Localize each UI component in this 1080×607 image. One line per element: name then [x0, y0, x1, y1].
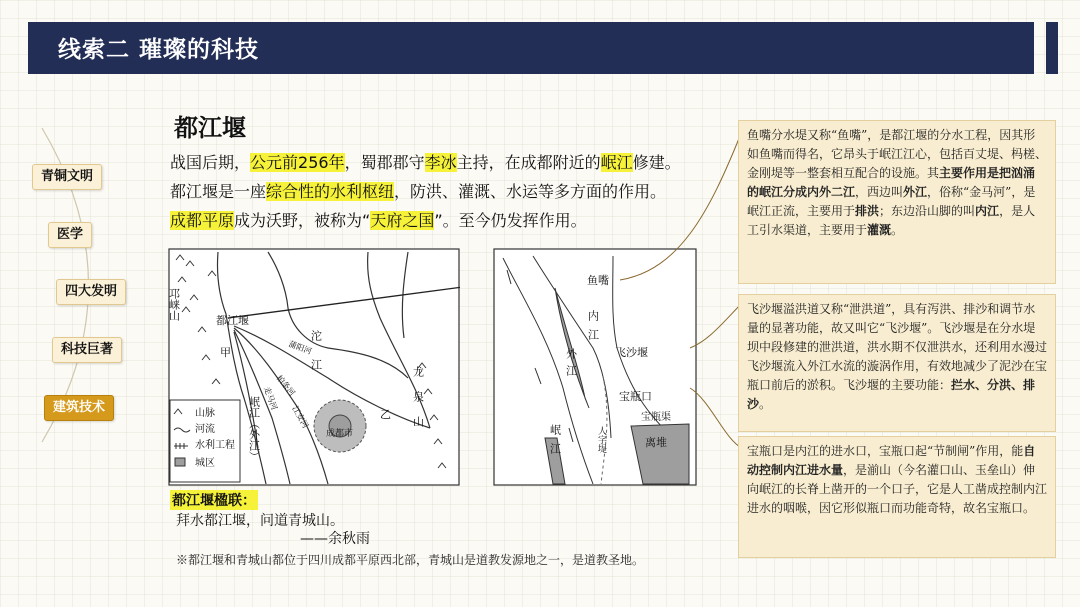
sidebar-item-inventions[interactable]: 四大发明 [56, 279, 126, 305]
map-canal-label: 蒲阳河 [287, 339, 313, 357]
sidebar-item-medicine[interactable]: 医学 [48, 222, 92, 248]
legend-label: 水利工程 [195, 440, 235, 451]
map-label: 都江堰 [216, 314, 249, 327]
callout-feishayan: 飞沙堰溢洪道又称“泄洪道”，具有泻洪、排沙和调节水量的显著功能，故又叫它“飞沙堰”。飞沙堰是在分水堤坝中段修建的泄洪道，洪水期不仅泄洪水，还利用水漫过飞沙堰流入外江水流的漩涡作用，有效地减少了泥沙在宝瓶口前后的淤积。飞沙堰的主要功能：拦水、分洪、排沙。 [738, 294, 1056, 432]
callout-baopingkou: 宝瓶口是内江的进水口，宝瓶口起“节制闸”作用，能自动控制内江进水量，是湔山（今名灌口山、玉垒山）伸向岷江的长脊上凿开的一个口子，它是人工凿成控制内江进水的咽喉，因它形似瓶口而功能奇特，故名宝瓶口。 [738, 436, 1056, 558]
map-label: 宝瓶渠 [641, 412, 671, 423]
map-canal-label: 江安河 [290, 404, 311, 430]
footnote: ※都江堰和青城山都位于四川成都平原西北部，青城山是道教发源地之一，是道教圣地。 [176, 553, 645, 567]
map-label: 鱼嘴 [587, 274, 609, 287]
sidebar-item-architecture[interactable]: 建筑技术 [44, 395, 114, 421]
map-canal-label: 柏条河 [274, 373, 297, 398]
couplet-text: 拜水都江堰，问道青城山。 [176, 513, 344, 529]
body-line-2: 都江堰是一座综合性的水利枢纽，防洪、灌溉、水运等多方面的作用。 [170, 182, 667, 201]
map-label: 离堆 [645, 436, 667, 449]
map-label: 外江 [564, 348, 578, 382]
map-label: 人字堤 [596, 426, 606, 453]
map-label: 乙 [380, 408, 391, 421]
body-line-3: 成都平原成为沃野，被称为“天府之国”。至今仍发挥作用。 [170, 211, 587, 230]
map-label: 岷江（外江） [247, 396, 261, 462]
map-label: 甲 [220, 346, 231, 359]
page-title: 线索二 璀璨的科技 [58, 37, 260, 63]
sidebar-item-books[interactable]: 科技巨著 [52, 337, 122, 363]
map-label: 飞沙堰 [615, 346, 648, 359]
legend-label: 城区 [195, 458, 215, 469]
header-accent-block [1046, 22, 1058, 74]
map-label: 邛崃山 [168, 288, 181, 321]
couplet-author: ——余秋雨 [300, 531, 370, 547]
legend-label: 河流 [195, 424, 215, 435]
city-symbol [175, 458, 185, 466]
map-label: 沱江 [309, 330, 323, 388]
map-label: 岷江 [548, 424, 562, 462]
legend-label: 山脉 [195, 408, 215, 419]
map-label: 内江 [586, 310, 600, 348]
sidebar-item-bronze[interactable]: 青铜文明 [32, 164, 102, 190]
map-overview [168, 248, 460, 486]
map-label: 成都市 [326, 429, 354, 439]
map-canal-label: 走马河 [262, 385, 279, 412]
body-line-1: 战国后期，公元前256年，蜀郡郡守李冰主持，在成都附近的岷江修建。 [170, 153, 681, 172]
section-title: 都江堰 [174, 114, 246, 142]
couplet-title: 都江堰楹联： [170, 490, 258, 510]
callout-connectors [560, 120, 750, 460]
map-label: 宝瓶口 [619, 390, 652, 403]
callout-yuzui: 鱼嘴分水堤又称“鱼嘴”，是都江堰的分水工程，因其形如鱼嘴而得名，它昂头于岷江江心，包括百丈堤、杩槎、金刚堤等一整套相互配合的设施。其主要作用是把汹涌的岷江分成内外二江，西边叫外江，俗称“金马河”，是岷江正流，主要用于排洪；东边沿山脚的叫内江，是人工引水渠道，主要用于灌溉。 [738, 120, 1056, 284]
map-label: 龙泉山 [411, 366, 425, 441]
